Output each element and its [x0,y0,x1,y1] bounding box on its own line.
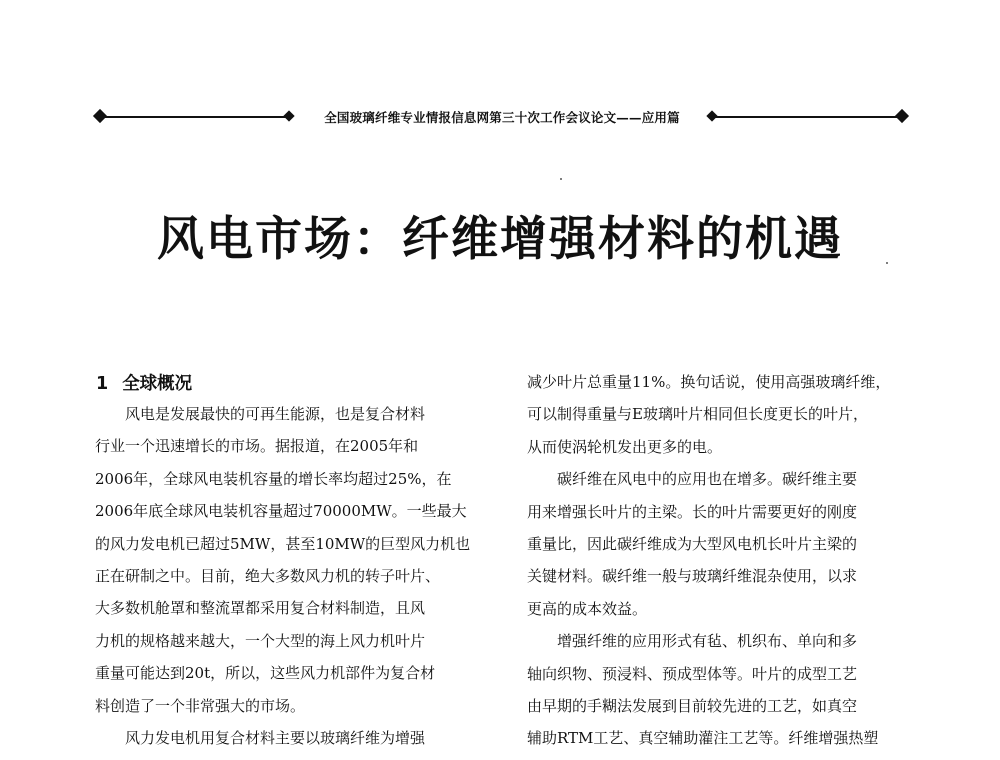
text-line: 减少叶片总重量11%。换句话说，使用高强玻璃纤维， [527,373,891,391]
page-title: 风电市场：纤维增强材料的机遇 [157,212,843,267]
text-line: 正在研制之中。目前，绝大多数风力机的转子叶片、 [95,566,441,585]
text-line: 更高的成本效益。 [527,599,648,618]
text-line: 增强纤维的应用形式有毡、机织布、单向和多 [557,632,858,651]
text-line: 风力发电机用复合材料主要以玻璃纤维为增强 [125,728,426,747]
text-line: 轴向织物、预浸料、预成型体等。叶片的成型工艺 [527,664,858,683]
text-line: 行业一个迅速增长的市场。据报道，在2005年和 [95,437,419,456]
scan-speck [560,178,562,180]
left-column [95,398,485,754]
section-number: 1 [96,374,109,394]
text-line: 力机的规格越来越大，一个大型的海上风力机叶片 [95,631,426,650]
text-line: 重量比，因此碳纤维成为大型风电机长叶片主梁的 [527,534,858,553]
section-heading [96,370,192,395]
text-line: 由早期的手糊法发展到目前较先进的工艺，如真空 [527,696,858,715]
text-line: 可以制得重量与E玻璃叶片相同但长度更长的叶片， [527,405,868,424]
text-line: 碳纤维在风电中的应用也在增多。碳纤维主要 [557,470,858,489]
text-line: 重量可能达到20t，所以，这些风力机部件为复合材 [95,664,436,683]
section-title: 全球概况 [122,374,193,394]
running-header [92,107,910,127]
scan-speck [886,262,888,264]
header-rule-right [712,116,902,118]
text-line: 关键材料。碳纤维一般与玻璃纤维混杂使用，以求 [527,567,858,586]
text-line: 的风力发电机已超过5MW，甚至10MW的巨型风力机也 [95,534,471,553]
text-line: 从而使涡轮机发出更多的电。 [527,437,723,456]
text-line: 用来增强长叶片的主梁。长的叶片需要更好的刚度 [527,502,858,521]
text-line: 2006年底全球风电装机容量超过70000MW。一些最大 [95,502,467,521]
text-line: 大多数机舱罩和整流罩都采用复合材料制造，且风 [95,599,426,618]
diamond-ornament-icon [283,110,294,121]
text-line: 2006年，全球风电装机容量的增长率均超过25%，在 [95,469,452,488]
text-line: 辅助RTM工艺、真空辅助灌注工艺等。纤维增强热塑 [527,729,879,748]
diamond-ornament-icon [93,109,107,123]
header-rule-left [100,116,288,118]
running-header-text: 全国玻璃纤维专业情报信息网第三十次工作会议论文——应用篇 [324,110,680,125]
diamond-ornament-icon [895,109,909,123]
text-line: 料创造了一个非常强大的市场。 [95,696,306,715]
text-line: 风电是发展最快的可再生能源，也是复合材料 [125,405,426,423]
right-column [527,366,919,755]
